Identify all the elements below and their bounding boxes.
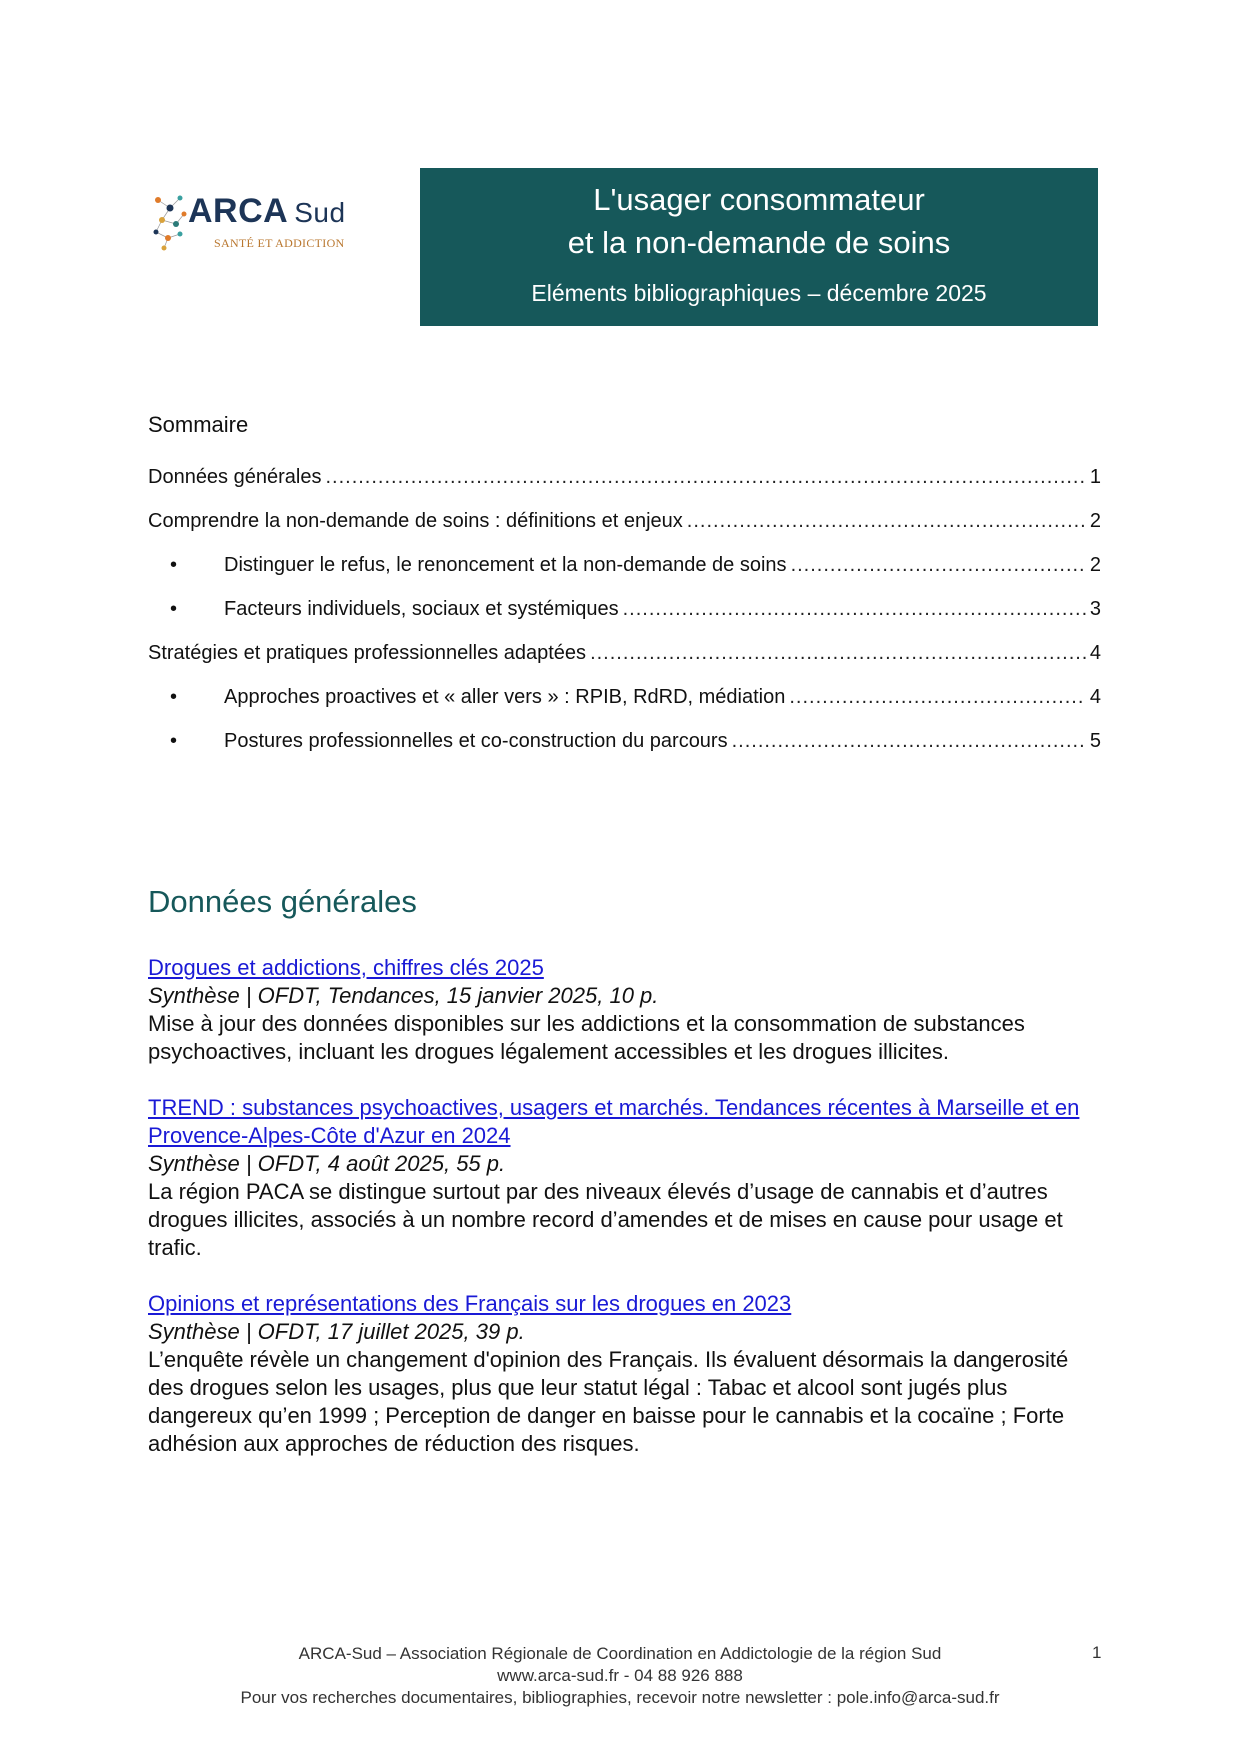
toc-page-number: 5	[1089, 730, 1101, 752]
bibliography-list	[148, 954, 1108, 1486]
toc-subitem[interactable]	[148, 554, 1101, 598]
toc-subitem[interactable]	[148, 598, 1101, 642]
toc-item-label: Stratégies et pratiques professionnelles adaptées	[148, 642, 587, 664]
toc-page-number: 4	[1089, 686, 1101, 708]
entry-meta: Synthèse | OFDT, Tendances, 15 janvier 2025, 10 p.	[148, 983, 659, 1008]
toc-leader	[789, 686, 1086, 709]
arca-sud-logo	[150, 188, 370, 260]
bullet-icon: •	[170, 730, 178, 752]
bibliography-entry	[148, 1290, 1108, 1458]
page-number: 1	[1092, 1643, 1102, 1662]
toc-item-label: Données générales	[148, 466, 322, 488]
logo-wordmark	[188, 192, 346, 231]
entry-title-link[interactable]: Opinions et représentations des Français sur les drogues en 2023	[148, 1291, 792, 1316]
bullet-icon: •	[170, 686, 178, 708]
network-dots-icon	[150, 190, 190, 252]
page-footer	[0, 1643, 1240, 1709]
bibliography-entry	[148, 954, 1108, 1066]
document-title	[420, 178, 1098, 264]
toc-page-number: 2	[1089, 510, 1101, 532]
entry-description: L’enquête révèle un changement d'opinion des Français. Ils évaluent désormais la dangerosité des drogues selon les usages, plus que leur statut légal : Tabac et alcool sont jugés plus dangereux qu’en 1999 ; Perception de danger en baisse pour le cannabis et la cocaïne ; Forte adhésion aux approches de réduction des risques.	[148, 1347, 1069, 1456]
bibliography-entry	[148, 1094, 1108, 1262]
toc-leader	[791, 554, 1086, 577]
entry-title-link[interactable]: TREND : substances psychoactives, usagers et marchés. Tendances récentes à Marseille et en Provence-Alpes-Côte d'Azur en 2024	[148, 1095, 1080, 1148]
bullet-icon: •	[170, 554, 178, 576]
toc-leader	[732, 730, 1086, 753]
entry-description: Mise à jour des données disponibles sur les addictions et la consommation de substances psychoactives, incluant les drogues légalement accessibles et les drogues illicites.	[148, 1011, 1025, 1064]
document-subtitle: Eléments bibliographiques – décembre 2025	[531, 280, 987, 306]
toc-subitem[interactable]	[148, 686, 1101, 730]
bullet-icon: •	[170, 598, 178, 620]
toc-page-number: 3	[1089, 598, 1101, 620]
entry-meta: Synthèse | OFDT, 4 août 2025, 55 p.	[148, 1151, 506, 1176]
toc-subitem[interactable]	[148, 730, 1101, 774]
toc-leader	[325, 466, 1085, 489]
toc-item-label: Comprendre la non-demande de soins : définitions et enjeux	[148, 510, 683, 532]
toc-page-number: 4	[1089, 642, 1101, 664]
section-title: Données générales	[148, 884, 417, 919]
title-line-1: L'usager consommateur	[593, 182, 925, 217]
entry-description: La région PACA se distingue surtout par des niveaux élevés d’usage de cannabis et d’autres drogues illicites, associés à un nombre record d’amendes et de mises en cause pour usage et trafic.	[148, 1179, 1063, 1260]
toc-leader	[687, 510, 1086, 533]
title-line-2: et la non-demande de soins	[567, 225, 951, 260]
toc-page-number: 1	[1089, 466, 1101, 488]
toc-item[interactable]	[148, 642, 1101, 686]
logo-name: ARCA	[188, 192, 289, 230]
table-of-contents	[148, 466, 1101, 774]
toc-item[interactable]	[148, 510, 1101, 554]
toc-item-label: Postures professionnelles et co-construction du parcours	[224, 730, 728, 752]
toc-page-number: 2	[1089, 554, 1101, 576]
footer-organization: ARCA-Sud – Association Régionale de Coordination en Addictologie de la région Sud	[298, 1644, 942, 1663]
toc-item[interactable]	[148, 466, 1101, 510]
logo-tagline: SANTÉ ET ADDICTION	[214, 236, 345, 250]
footer-newsletter: Pour vos recherches documentaires, bibliographies, recevoir notre newsletter : pole.info@arca-sud.fr	[240, 1688, 1000, 1707]
toc-item-label: Approches proactives et « aller vers » : RPIB, RdRD, médiation	[224, 686, 786, 708]
entry-meta: Synthèse | OFDT, 17 juillet 2025, 39 p.	[148, 1319, 525, 1344]
toc-leader	[590, 642, 1086, 665]
logo-suffix: Sud	[294, 197, 346, 228]
toc-heading: Sommaire	[148, 412, 249, 437]
title-banner	[420, 168, 1098, 326]
footer-contact: www.arca-sud.fr - 04 88 926 888	[497, 1666, 743, 1685]
toc-leader	[623, 598, 1086, 621]
toc-item-label: Distinguer le refus, le renoncement et la non-demande de soins	[224, 554, 787, 576]
toc-item-label: Facteurs individuels, sociaux et systémiques	[224, 598, 619, 620]
entry-title-link[interactable]: Drogues et addictions, chiffres clés 2025	[148, 955, 544, 980]
